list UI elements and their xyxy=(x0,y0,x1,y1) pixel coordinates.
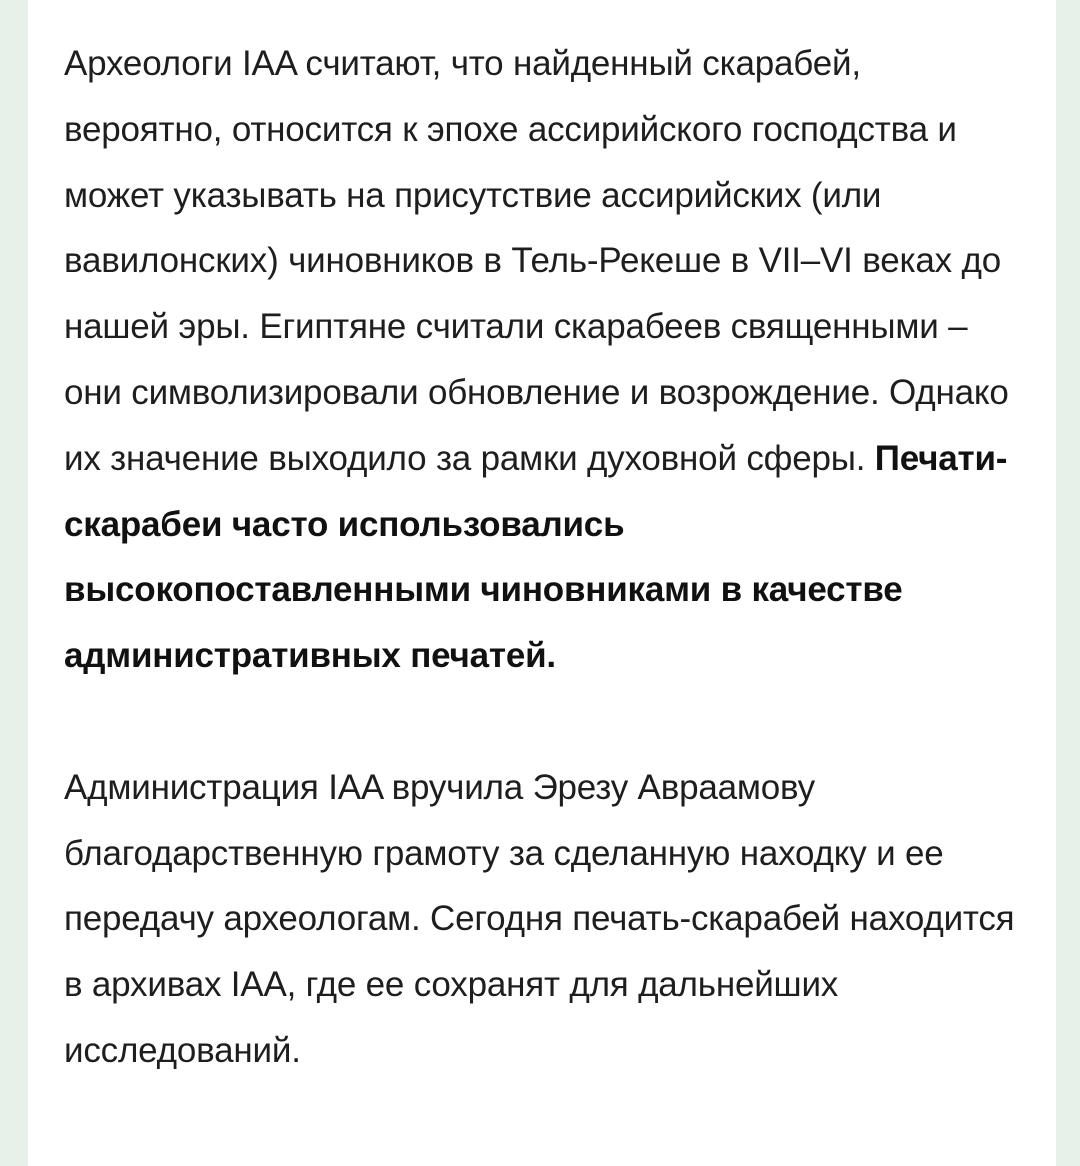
paragraph-bold-text: Печати-скарабеи часто использовались высокопоставленными чиновниками в качестве административных печатей. xyxy=(64,438,1008,676)
article-page xyxy=(28,0,1056,1166)
article-paragraph xyxy=(64,755,1024,1084)
article-paragraph xyxy=(64,31,1024,689)
article-body xyxy=(64,31,1024,1084)
paragraph-text: Администрация IAA вручила Эрезу Авраамову благодарственную грамоту за сделанную находку и ее передачу археологам. Сегодня печать-скарабей находится в архивах IAA, где ее сохранят для дальнейших исследований. xyxy=(64,767,1015,1070)
paragraph-text: Археологи IAA считают, что найденный скарабей, вероятно, относится к эпохе ассирийского господства и может указывать на присутствие ассирийских (или вавилонских) чиновников в Тель-Рекеше в VII–VI веках до нашей эры. Египтяне считали скарабеев священными – они символизировали обновление и возрождение. Однако их значение выходило за рамки духовной сферы. xyxy=(64,44,1009,478)
